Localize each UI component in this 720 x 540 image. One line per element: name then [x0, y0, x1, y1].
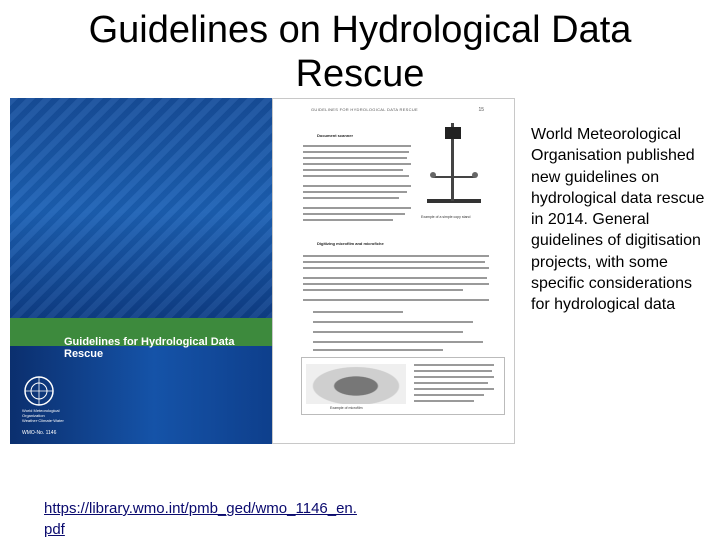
document-page-image: [272, 98, 515, 444]
cover-title: Guidelines for Hydrological Data Rescue: [64, 336, 235, 360]
link-line-2[interactable]: pdf: [44, 521, 65, 538]
microfilm-example-box: [301, 357, 505, 415]
box-caption: Example of microfilm: [330, 406, 363, 410]
cover-photo: [10, 98, 272, 326]
slide-description: World Meteorological Organisation published new guidelines on hydrological data rescue in 2014. General guidelines of digitisation projects, with some specific considerations for hydrological data: [531, 126, 705, 314]
microfilm-reader-image: [306, 364, 406, 404]
figure-caption: Example of a simple copy stand: [421, 215, 471, 219]
cover-organisation: World Meteorological Organization Weather·Climate·Water: [22, 408, 64, 423]
wmo-document-link[interactable]: [44, 498, 444, 540]
cover-number: WMO-No. 1146: [22, 430, 57, 436]
document-cover-image: [10, 98, 272, 444]
copy-stand-figure-icon: [423, 117, 485, 205]
page-number: 15: [478, 107, 484, 113]
link-line-1[interactable]: https://library.wmo.int/pmb_ged/wmo_1146_en.: [44, 500, 357, 517]
section-heading-a: Document scanner: [317, 133, 354, 138]
section-heading-b: Digitizing microfilm and microfiche: [317, 241, 384, 246]
slide-title-line-2: Rescue: [295, 53, 425, 95]
page-header: GUIDELINES FOR HYDROLOGICAL DATA RESCUE: [311, 107, 418, 112]
slide-title: [0, 8, 720, 96]
wmo-logo-icon: [22, 374, 56, 408]
slide-title-line-1: Guidelines on Hydrological Data: [88, 9, 632, 51]
